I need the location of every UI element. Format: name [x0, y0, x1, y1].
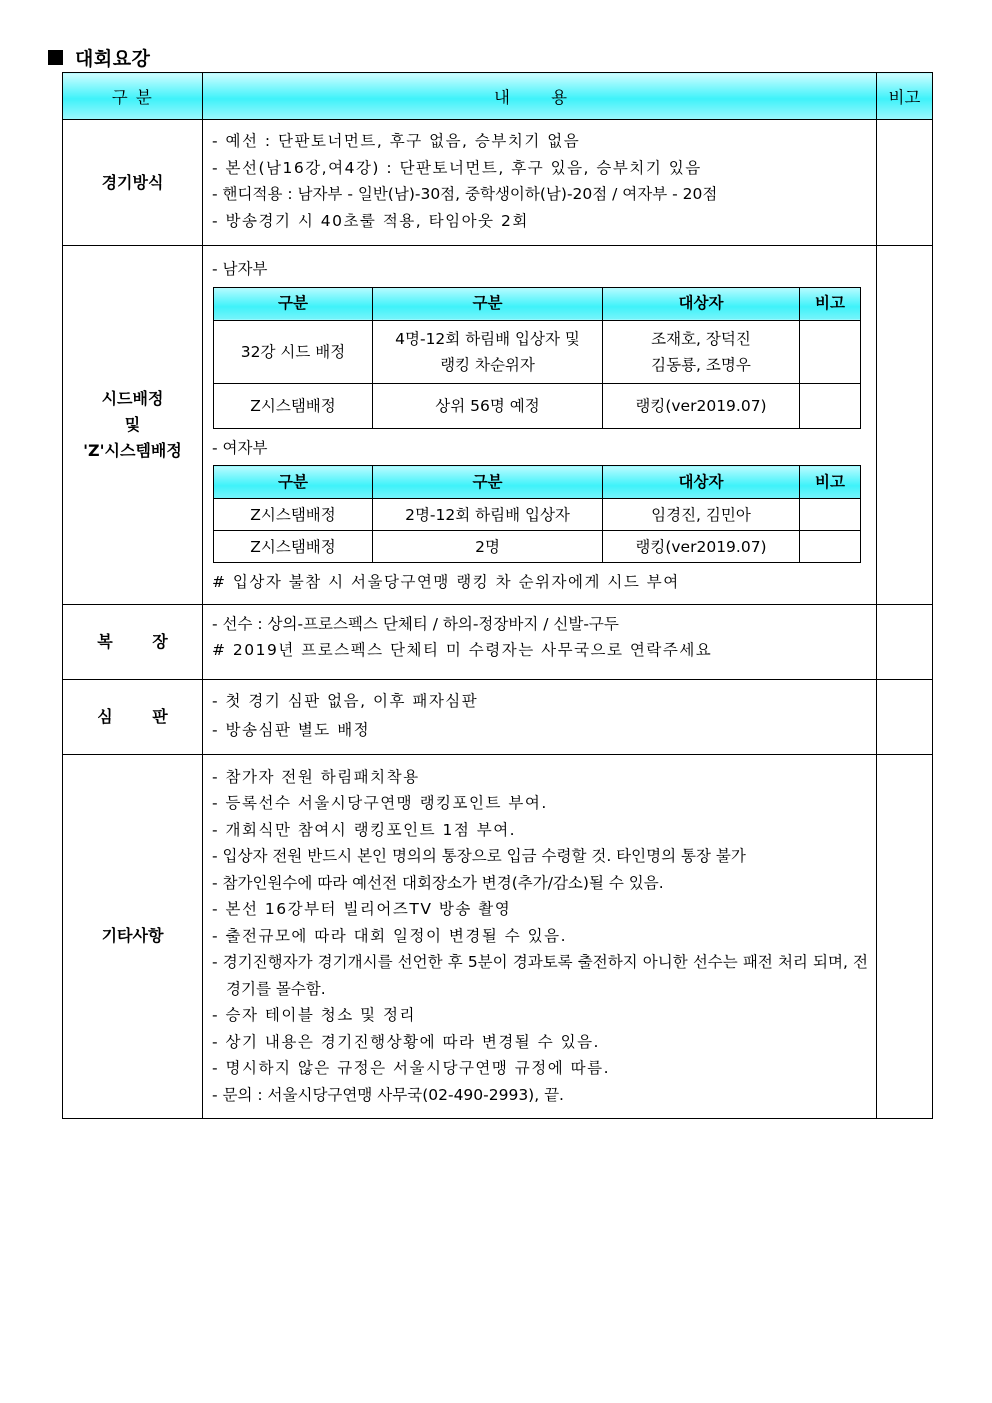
section-heading-text: 대회요강 [75, 48, 151, 70]
game-format-line: - 핸디적용 : 남자부 - 일반(남)-30점, 중학생이하(남)-20점 / 여자부 - 20점 [212, 185, 718, 203]
seeding-remarks [877, 246, 933, 605]
women-header-cell: 비고 [800, 466, 861, 499]
misc-line: - 입상자 전원 반드시 본인 명의의 통장으로 입금 수령할 것. 타인명의 통장 불가 [212, 847, 746, 865]
table-cell [800, 499, 861, 531]
table-cell: 랭킹(ver2019.07) [603, 383, 800, 428]
misc-line: - 본선 16강부터 빌리어즈TV 방송 촬영 [212, 900, 512, 918]
misc-line: - 참가인원수에 따라 예선전 대회장소가 변경(추가/감소)될 수 있음. [212, 873, 664, 892]
table-cell: Z시스탬배정 [214, 383, 373, 428]
table-row [214, 499, 861, 531]
seeding-label-line: 시드배정 [101, 388, 164, 408]
game-format-line: - 예선 : 단판토너먼트, 후구 없음, 승부치기 없음 [212, 132, 581, 150]
cell-line: 랭킹 차순위자 [440, 355, 535, 374]
attire-row [63, 604, 933, 679]
seeding-note: # 입상자 불참 시 서울당구연맹 랭킹 차 순위자에게 시드 부여 [212, 573, 680, 591]
misc-line: - 문의 : 서울시당구연맹 사무국(02-490-2993), 끝. [212, 1085, 564, 1104]
referee-label: 심 판 [63, 679, 203, 754]
men-header-cell: 비고 [800, 287, 861, 320]
attire-line: # 2019년 프로스펙스 단체티 미 수령자는 사무국으로 연락주세요 [212, 641, 713, 659]
table-cell: 상위 56명 예정 [373, 383, 603, 428]
misc-line: - 출전규모에 따라 대회 일정이 변경될 수 있음. [212, 926, 568, 945]
referee-row [63, 679, 933, 754]
misc-line: - 명시하지 않은 규정은 서울시당구연맹 규정에 따름. [212, 1059, 611, 1077]
men-header-cell: 대상자 [603, 287, 800, 320]
table-row [214, 531, 861, 563]
women-header-cell: 구분 [373, 466, 603, 499]
table-cell [800, 531, 861, 563]
table-cell: 2명-12회 하림배 입상자 [373, 499, 603, 531]
table-cell: 랭킹(ver2019.07) [603, 531, 800, 563]
misc-line: - 승자 테이블 청소 및 정리 [212, 1006, 416, 1024]
misc-remarks [877, 754, 933, 1118]
table-cell: 2명 [373, 531, 603, 563]
game-format-line: - 방송경기 시 40초룰 적용, 타임아웃 2회 [212, 211, 529, 230]
cell-line: 김동룡, 조명우 [651, 355, 751, 374]
game-format-content [203, 120, 877, 246]
men-division-title: - 남자부 [212, 260, 268, 278]
table-cell: Z시스탬배정 [214, 499, 373, 531]
game-format-row [63, 120, 933, 246]
misc-label: 기타사항 [63, 754, 203, 1118]
table-cell: 32강 시드 배정 [214, 320, 373, 383]
table-cell: Z시스탬배정 [214, 531, 373, 563]
cell-line: 조재호, 장덕진 [651, 329, 751, 348]
women-header-cell: 구분 [214, 466, 373, 499]
table-row [214, 383, 861, 428]
cell-line: 4명-12회 하림배 입상자 및 [395, 329, 580, 348]
header-content: 내 용 [203, 73, 877, 120]
attire-content [203, 604, 877, 679]
women-division-title: - 여자부 [212, 438, 268, 457]
misc-line: - 경기진행자가 경기개시를 선언한 후 5분이 경과토록 출전하지 아니한 선수는 패전 처리 되며, 전 경기를 몰수함. [212, 953, 868, 998]
seeding-label-line: 'Z'시스템배정 [83, 440, 182, 460]
header-remarks: 비고 [877, 73, 933, 120]
attire-label: 복 장 [63, 604, 203, 679]
table-cell [373, 320, 603, 383]
game-format-remarks [877, 120, 933, 246]
women-header-cell: 대상자 [603, 466, 800, 499]
attire-line: - 선수 : 상의-프로스펙스 단체티 / 하의-정장바지 / 신발-구두 [212, 614, 619, 633]
referee-line: - 방송심판 별도 배정 [212, 720, 371, 739]
table-cell [603, 320, 800, 383]
square-bullet-icon [48, 50, 63, 65]
misc-line: - 등록선수 서울시당구연맹 랭킹포인트 부여. [212, 794, 548, 812]
seeding-label [63, 246, 203, 605]
women-seeding-table [213, 465, 861, 563]
table-cell [800, 383, 861, 428]
attire-remarks [877, 604, 933, 679]
misc-content [203, 754, 877, 1118]
seeding-label-line: 및 [124, 414, 141, 434]
header-category: 구 분 [63, 73, 203, 120]
referee-line: - 첫 경기 심판 없음, 이후 패자심판 [212, 691, 479, 710]
table-cell: 임경진, 김민아 [603, 499, 800, 531]
header-row [63, 73, 933, 120]
section-heading [48, 44, 150, 71]
referee-content [203, 679, 877, 754]
men-header-cell: 구분 [373, 287, 603, 320]
referee-remarks [877, 679, 933, 754]
misc-line: - 참가자 전원 하림패치착용 [212, 767, 420, 786]
misc-line: - 개회식만 참여시 랭킹포인트 1점 부여. [212, 820, 517, 839]
competition-guidelines-table [62, 72, 933, 1119]
game-format-label: 경기방식 [63, 120, 203, 246]
table-row [214, 320, 861, 383]
men-header-cell: 구분 [214, 287, 373, 320]
table-cell [800, 320, 861, 383]
women-table-header [214, 466, 861, 499]
men-seeding-table [213, 287, 861, 429]
game-format-line: - 본선(남16강,여4강) : 단판토너먼트, 후구 있음, 승부치기 있음 [212, 158, 702, 177]
seeding-content [203, 246, 877, 605]
misc-line: - 상기 내용은 경기진행상황에 따라 변경될 수 있음. [212, 1032, 600, 1051]
seeding-row [63, 246, 933, 605]
men-table-header [214, 287, 861, 320]
misc-row [63, 754, 933, 1118]
